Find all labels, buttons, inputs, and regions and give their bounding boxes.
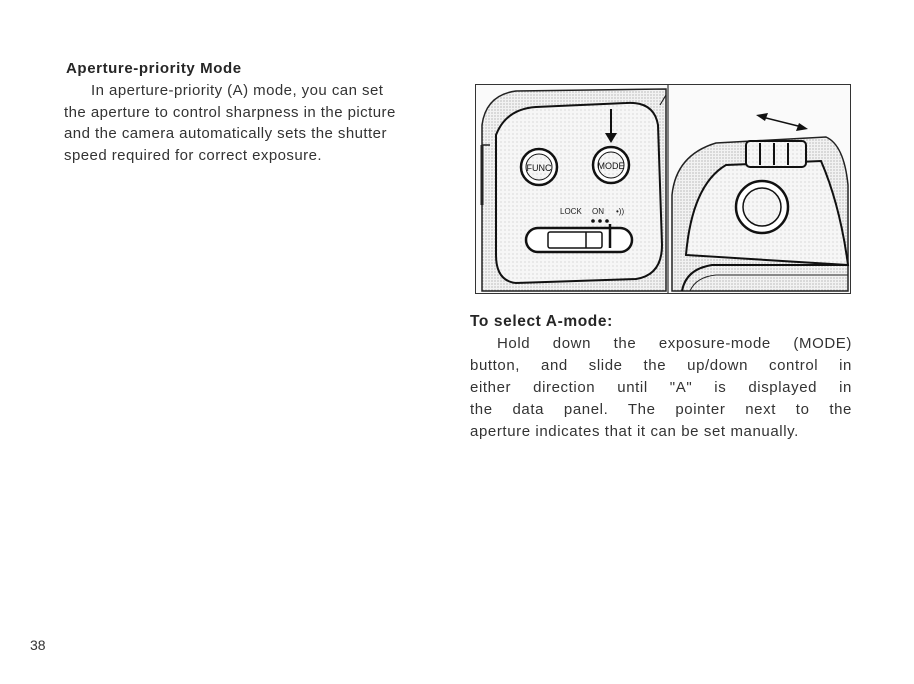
paragraph-line: the aperture to control sharpness in the picture [64,103,396,121]
lock-label: LOCK [560,207,582,216]
page-number: 38 [30,637,46,653]
func-button [521,149,557,185]
mode-button [593,147,629,183]
up-down-control [736,181,788,233]
paragraph-line: Hold down the exposure-mode (MODE) [497,335,852,352]
paragraph-line: button, and slide the up/down control in [470,357,852,374]
double-arrow-icon [756,113,808,131]
paragraph-line: the data panel. The pointer next to the [470,401,852,418]
subsection-heading: To select A-mode: [470,313,613,330]
camera-back-panel [482,89,666,291]
instruction-paragraph [470,333,852,443]
camera-illustration [475,84,851,294]
paragraph-line: In aperture-priority (A) mode, you can set [91,82,384,99]
intro-paragraph [64,80,444,166]
func-label: FUNC [526,163,552,173]
camera-drawing [476,85,851,294]
on-label: ON [592,207,604,216]
paragraph-line: either direction until "A" is displayed in [470,379,852,396]
sound-label: •)) [616,207,625,216]
paragraph-line: aperture indicates that it can be set manually. [470,423,799,440]
paragraph-line: speed required for correct exposure. [64,146,322,164]
mode-label: MODE [597,161,625,171]
section-heading: Aperture-priority Mode [66,60,242,77]
paragraph-line: and the camera automatically sets the shutter [64,125,387,142]
